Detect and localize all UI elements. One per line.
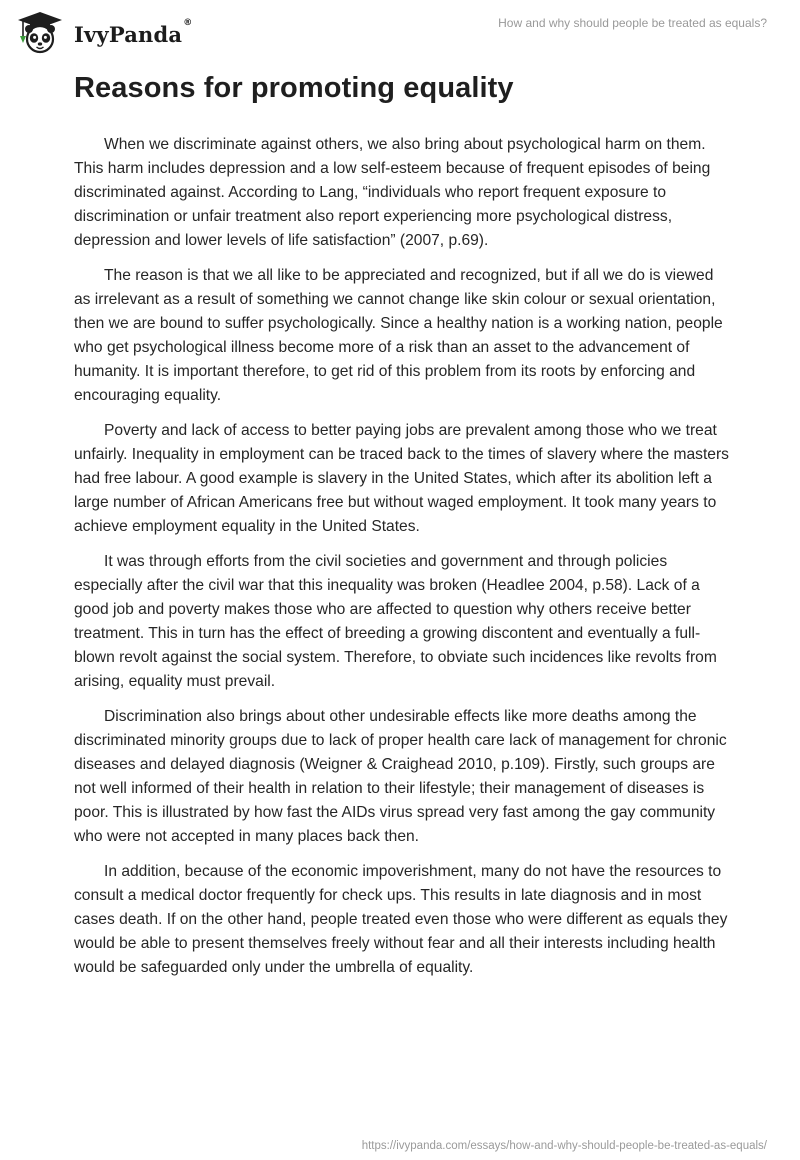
paragraph: It was through efforts from the civil societies and government and through policies especially after the civil war that this inequality was broken (Headlee 2004, p.58). Lack of a good job and poverty makes those who are affected to question why others receive better treatment. This in turn has the effect of breeding a growing discontent and eventually a full-blown revolt against the social system. Therefore, to obviate such incidences like revolts from arising, equality must prevail. [74, 553, 717, 690]
source-url[interactable]: https://ivypanda.com/essays/how-and-why-should-people-be-treated-as-equals/ [361, 1140, 767, 1152]
document-title: How and why should people be treated as equals? [498, 16, 767, 30]
brand-logo[interactable] [14, 10, 192, 56]
paragraph: Discrimination also brings about other undesirable effects like more deaths among the discriminated minority groups due to lack of proper health care lack of management for chronic diseases and delayed diagnosis (Weigner & Craighead 2010, p.109). Firstly, such groups are not well informed of their health in relation to their lifestyle; their management of diseases is poor. This is illustrated by how fast the AIDs virus spread very fast among the gay community who were not accepted in many places back then. [74, 708, 727, 845]
paragraph: Poverty and lack of access to better paying jobs are prevalent among those who we treat unfairly. Inequality in employment can be traced back to the times of slavery where the masters had free labour. A good example is slavery in the United States, which after its abolition left a large number of African Americans free but without waged employment. It took many years to achieve employment equality in the United States. [74, 422, 729, 535]
article-body [74, 133, 734, 991]
paragraph: In addition, because of the economic impoverishment, many do not have the resources to consult a medical doctor frequently for check ups. This results in late diagnosis and in most cases death. If on the other hand, people treated even those who were different as equals they would be able to present themselves freely without fear and all their interests including health would be safeguarded only under the umbrella of equality. [74, 863, 728, 976]
panda-graduation-cap-icon [14, 10, 66, 56]
section-heading: Reasons for promoting equality [74, 72, 514, 104]
page-header [0, 0, 800, 60]
brand-name: IvyPanda® [74, 17, 193, 47]
paragraph: The reason is that we all like to be appreciated and recognized, but if all we do is viewed as irrelevant as a result of something we cannot change like skin colour or sexual orientation, then we are bound to suffer psychologically. Since a healthy nation is a working nation, people who get psychological illness become more of a risk than an asset to the advancement of humanity. It is important therefore, to get rid of this problem from its roots by enforcing and encouraging equality. [74, 267, 723, 404]
paragraph: When we discriminate against others, we also bring about psychological harm on them. This harm includes depression and a low self-esteem because of frequent episodes of being discriminated against. According to Lang, “individuals who report frequent exposure to discrimination or unfair treatment also report experiencing more psychological distress, depression and lower levels of life satisfaction” (2007, p.69). [74, 136, 711, 249]
registered-mark: ® [183, 17, 193, 28]
